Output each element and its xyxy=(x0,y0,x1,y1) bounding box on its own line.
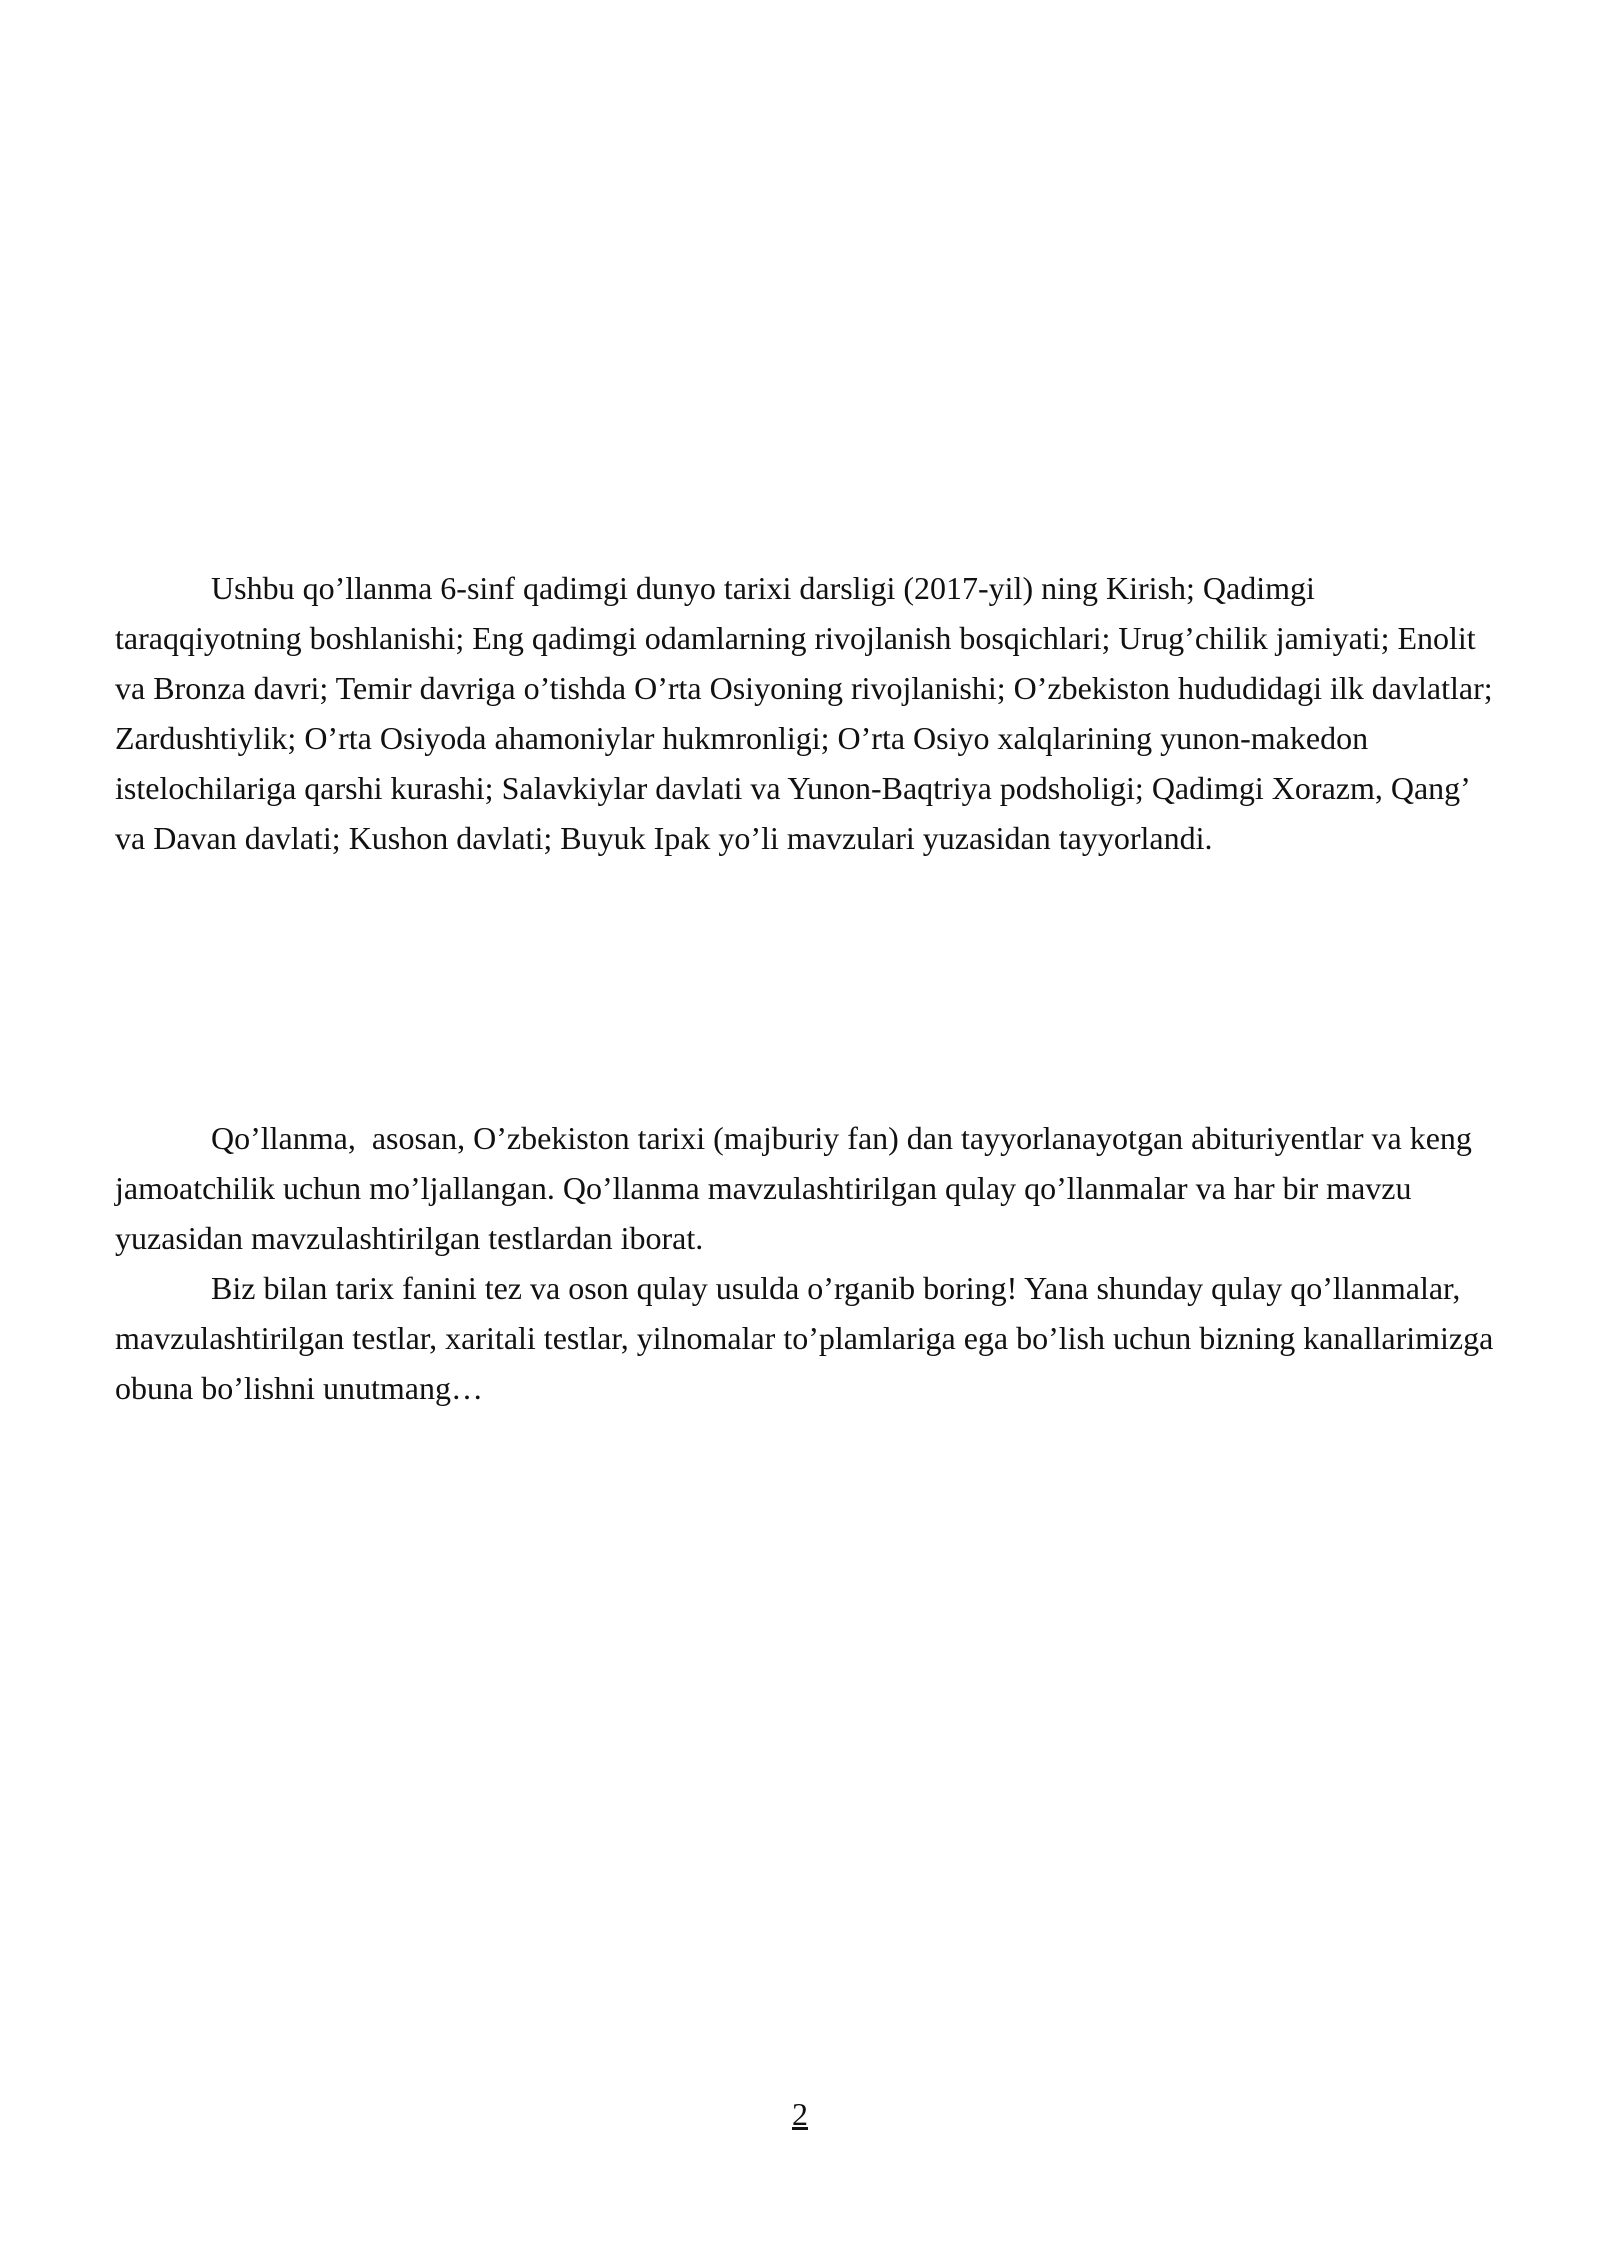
intro-paragraph: Ushbu qo’llanma 6-sinf qadimgi dunyo tarixi darsligi (2017-yil) ning Kirish; Qadimgi taraqqiyotning boshlanishi; Eng qadimgi odamlarning rivojlanish bosqichlari; Urug’chilik jamiyati; Enolit va Bronza davri; Temir davriga o’tishda O’rta Osiyoning rivojlanishi; O’zbekiston hududidagi ilk davlatlar; Zardushtiylik; O’rta Osiyoda ahamoniylar hukmronligi; O’rta Osiyo xalqlarining yunon-makedon istelochilariga qarshi kurashi; Salavkiylar davlati va Yunon-Baqtriya podsholigi; Qadimgi Xorazm, Qang’ va Davan davlati; Kushon davlati; Buyuk Ipak yo’li mavzulari yuzasidan tayyorlandi. xyxy=(115,570,1493,856)
page-number: 2 xyxy=(792,2096,808,2132)
purpose-paragraph: Qo’llanma, asosan, O’zbekiston tarixi (majburiy fan) dan tayyorlanayotgan abituriyentlar va keng jamoatchilik uchun mo’ljallangan. Qo’llanma mavzulashtirilgan qulay qo’llanmalar va har bir mavzu yuzasidan mavzulashtirilgan testlardan iborat. xyxy=(115,1120,1480,1256)
intro-section xyxy=(115,563,1505,863)
purpose-section xyxy=(115,1113,1505,1413)
promo-paragraph: Biz bilan tarix fanini tez va oson qulay usulda o’rganib boring! Yana shunday qulay qo’llanmalar, mavzulashtirilgan testlar, xaritali testlar, yilnomalar to’plamlariga ega bo’lish uchun bizning kanallarimizga obuna bo’lishni unutmang… xyxy=(115,1270,1494,1406)
